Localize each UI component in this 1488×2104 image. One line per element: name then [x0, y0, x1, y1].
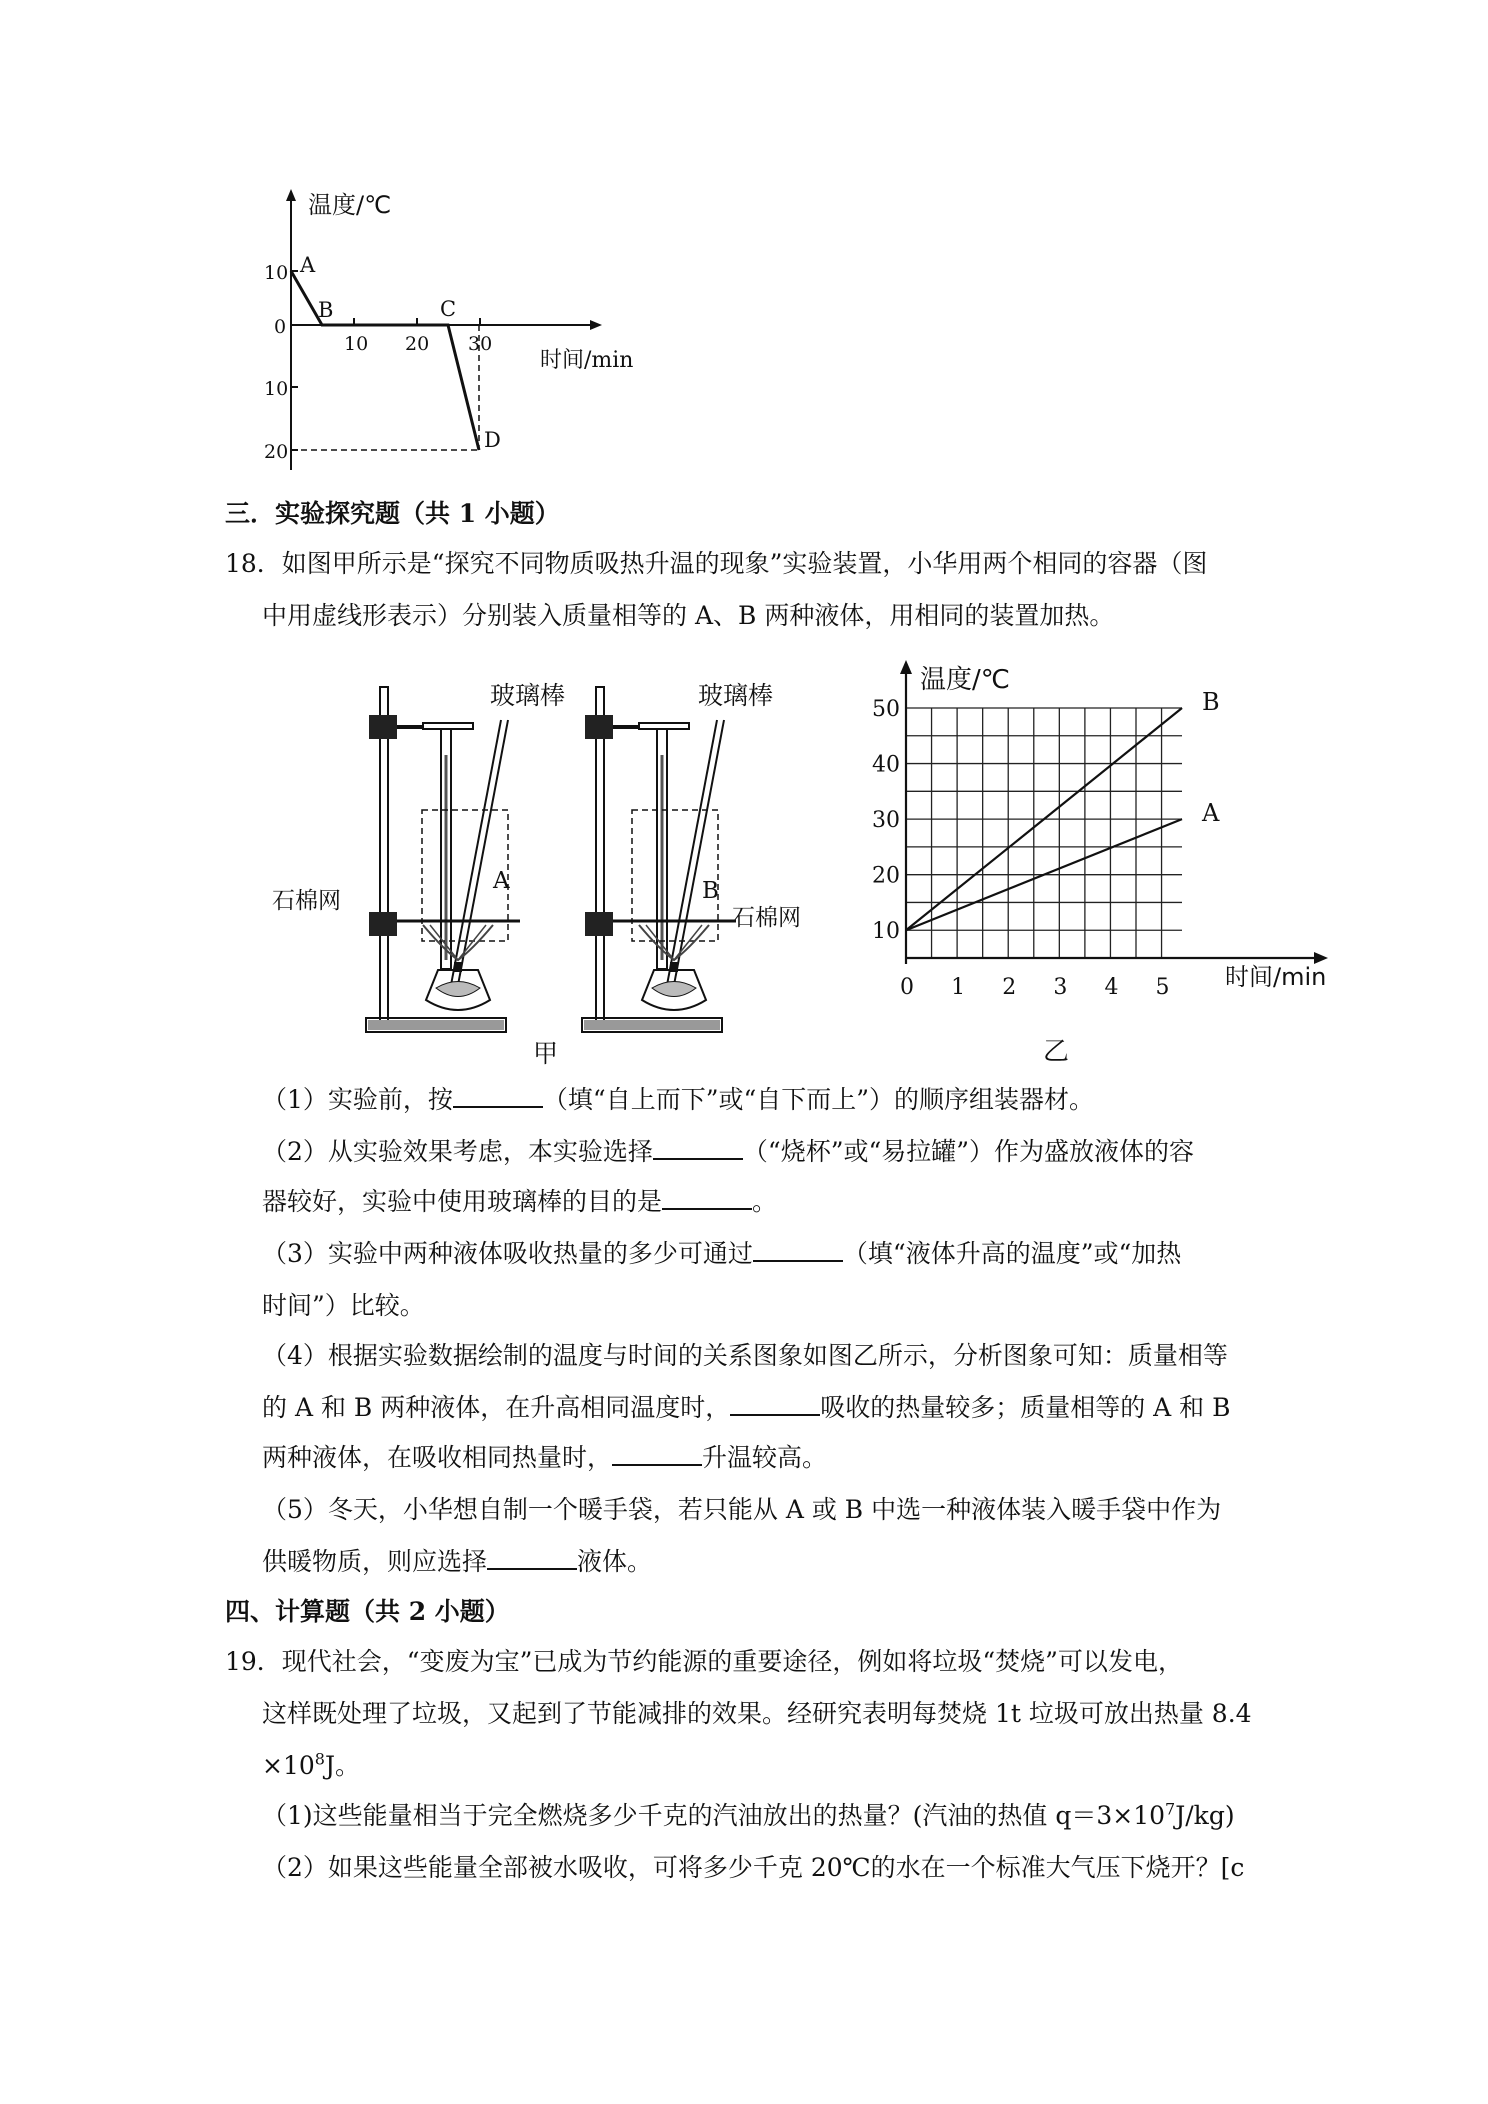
chart-xlabel: 时间/min: [1225, 963, 1327, 991]
chart-lines: [906, 688, 1220, 930]
fig1-ytick-0: 0: [274, 316, 287, 338]
fig1-ylabel: 温度/℃: [308, 191, 392, 219]
answer-blank-4[interactable]: [753, 1238, 843, 1262]
chart-xtick-label: 0: [900, 975, 914, 1000]
q18-stem-line1: 18．如图甲所示是“探究不同物质吸热升温的现象”实验装置，小华用两个相同的容器（图: [225, 549, 1208, 578]
fig1-y-arrow: [286, 189, 296, 201]
chart-xtick-label: 2: [1002, 975, 1017, 1000]
answer-blank-5[interactable]: [730, 1392, 820, 1416]
q18-part5-line1: （5）冬天，小华想自制一个暖手袋，若只能从 A 或 B 中选一种液体装入暖手袋中作为: [262, 1495, 1222, 1524]
q18-part3-line2: 时间”）比较。: [262, 1291, 425, 1320]
q18-part5-line2: 供暖物质，则应选择 液体。: [262, 1547, 653, 1576]
section-4-heading: 四、计算题（共 2 小题）: [225, 1597, 510, 1626]
fig1-point-d: D: [484, 428, 501, 452]
q18-part1: （1）实验前，按 （填“自上而下”或“自下而上”）的顺序组装器材。: [262, 1085, 1095, 1114]
chart-ylabel: 温度/℃: [920, 665, 1010, 695]
answer-blank-2[interactable]: [653, 1136, 743, 1160]
chart-series-label-b: B: [1202, 688, 1220, 716]
apparatus-left: [366, 687, 520, 1032]
fig1-xtick-20: 20: [405, 333, 430, 355]
chart-ytick-label: 40: [872, 752, 900, 778]
chart-xtick-label: 1: [951, 975, 966, 1000]
net-label-left: 石棉网: [272, 888, 341, 914]
q19-part2: （2）如果这些能量全部被水吸收，可将多少千克 20℃的水在一个标准大气压下烧开？[c: [262, 1853, 1245, 1882]
fig1-ytick-neg20: 20: [264, 441, 289, 463]
q18-part2-line1: （2）从实验效果考虑，本实验选择 （“烧杯”或“易拉罐”）作为盛放液体的容: [262, 1137, 1195, 1166]
q19-stem-line1: 19．现代社会，“变废为宝”已成为节约能源的重要途径，例如将垃圾“焚烧”可以发电，: [225, 1647, 1183, 1676]
chart-xtick-label: 5: [1155, 975, 1170, 1000]
q18-part2-line2: 器较好，实验中使用玻璃棒的目的是 。: [262, 1187, 778, 1216]
answer-blank-6[interactable]: [612, 1442, 702, 1466]
liquid-a-label: A: [493, 868, 510, 894]
q19-stem-line2: 这样既处理了垃圾，又起到了节能减排的效果。经研究表明每焚烧 1t 垃圾可放出热量 8.4: [262, 1699, 1252, 1728]
chart-xtick-label: 4: [1104, 975, 1119, 1000]
fig1-xlabel: 时间/min: [540, 348, 634, 373]
temperature-time-chart: [850, 650, 1340, 1070]
q18-part4-line1: （4）根据实验数据绘制的温度与时间的关系图象如图乙所示，分析图象可知：质量相等: [262, 1341, 1228, 1370]
fig1-point-c: C: [440, 297, 457, 321]
q18-part3-line1: （3）实验中两种液体吸收热量的多少可通过 （填“液体升高的温度”或“加热: [262, 1239, 1182, 1268]
figure-jia-caption: 甲: [533, 1039, 559, 1068]
rod-label-left: 玻璃棒: [490, 681, 566, 710]
liquid-b-label: B: [702, 878, 719, 904]
fig1-point-b: B: [318, 298, 334, 322]
fig1-point-a: A: [300, 253, 316, 277]
apparatus-right: [582, 687, 736, 1032]
chart-ytick-label: 50: [872, 697, 900, 722]
fig1-x-arrow: [590, 320, 602, 330]
q18-part4-line2: 的 A 和 B 两种液体，在升高相同温度时， 吸收的热量较多；质量相等的 A 和 B: [262, 1393, 1231, 1422]
fig1-xtick-10: 10: [344, 333, 369, 355]
q19-stem-line3: $\times 10^8J$。: [262, 1749, 360, 1780]
q18-part4-line3: 两种液体，在吸收相同热量时， 升温较高。: [262, 1443, 828, 1472]
phase-change-graph: [250, 185, 670, 475]
chart-ytick-label: 10: [872, 919, 900, 945]
answer-blank-3[interactable]: [662, 1186, 752, 1210]
chart-y-arrow: [900, 660, 912, 674]
section-3-heading: 三．实验探究题（共 1 小题）: [225, 499, 560, 528]
net-label-right: 石棉网: [732, 905, 801, 931]
q18-stem-line2: 中用虚线形表示）分别装入质量相等的 A、B 两种液体，用相同的装置加热。: [262, 601, 1115, 630]
chart-ytick-label: 20: [872, 863, 900, 889]
answer-blank-1[interactable]: [453, 1084, 543, 1108]
figure-yi-caption: 乙: [1043, 1037, 1070, 1067]
chart-series-label-a: A: [1202, 799, 1220, 828]
chart-grid: [900, 660, 1328, 964]
fig1-xtick-30: 30: [468, 333, 493, 355]
apparatus-figure: [258, 670, 818, 1070]
q19-part1: （1)这些能量相当于完全燃烧多少千克的汽油放出的热量？(汽油的热值 $q=3\times 10^7J/kg$): [262, 1799, 1235, 1830]
rod-label-right: 玻璃棒: [698, 681, 774, 710]
fig1-ytick-10: 10: [264, 262, 289, 284]
answer-blank-7[interactable]: [487, 1546, 577, 1570]
chart-ytick-label: 30: [872, 808, 900, 834]
fig1-ytick-neg10: 10: [264, 378, 289, 400]
chart-xtick-label: 3: [1053, 975, 1068, 1000]
